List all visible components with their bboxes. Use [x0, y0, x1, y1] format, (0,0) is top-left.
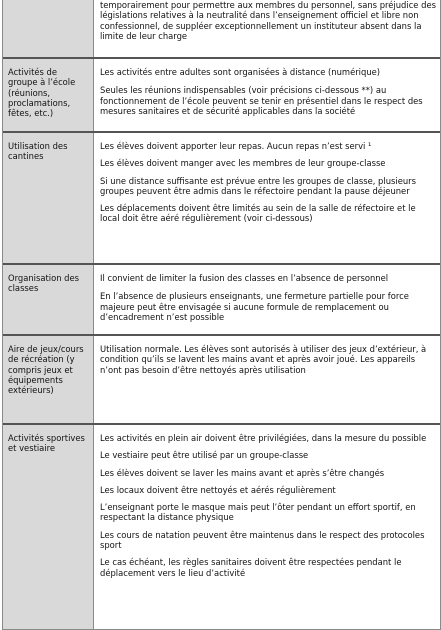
paragraph: Les activités entre adultes sont organisées à distance (numérique): [100, 67, 381, 77]
row-label: [3, 0, 94, 57]
paragraph: temporairement pour permettre aux membres du personnel, sans préjudice des législations relatives à la neutralité dans l’enseignement officiel et libre non confessionnel, de suppléer exceptionnellement un instituteur absent dans la limite de leur charge: [100, 0, 436, 41]
paragraph: Les activités en plein air doivent être privilégiées, dans la mesure du possible: [100, 433, 427, 443]
table-row-canteens: [3, 133, 440, 265]
paragraph: Si une distance suffisante est prévue entre les groupes de classe, plusieurs groupes peuvent être admis dans le réfectoire pendant la pause déjeuner: [100, 175, 416, 196]
measures-table: [2, 0, 441, 630]
row-label: Aire de jeux/cours de récréation (y compris jeux et équipements extérieurs): [3, 336, 94, 423]
paragraph: L’enseignant porte le masque mais peut l’ôter pendant un effort sportif, en respectant la distance physique: [100, 502, 416, 523]
table-row-continuation: [3, 0, 440, 59]
row-content: [94, 336, 440, 423]
paragraph: Les cours de natation peuvent être maintenus dans le respect des protocoles sport: [100, 529, 425, 551]
row-label: Activités de groupe à l’école (réunions, proclamations, fêtes, etc.): [3, 59, 94, 131]
row-label: Activités sportives et vestiaire: [3, 425, 94, 629]
paragraph: Le cas échéant, les règles sanitaires doivent être respectées pendant le déplacement vers le lieu d’activité: [100, 557, 402, 578]
table-row-playground: [3, 336, 440, 425]
row-content: [94, 133, 440, 263]
paragraph: Les locaux doivent être nettoyés et aérés régulièrement: [100, 484, 336, 495]
paragraph: Les déplacements doivent être limités au sein de la salle de réfectoire et le local doit être aéré régulièrement (voir ci-dessous): [100, 203, 416, 224]
row-label: Utilisation des cantines: [3, 133, 94, 263]
paragraph: Seules les réunions indispensables (voir précisions ci-dessous **) au fonctionnement de l’école peuvent se tenir en présentiel dans le respect des mesures sanitaires et de sécurité applicables dans la société: [100, 85, 423, 116]
row-label: Organisation des classes: [3, 265, 94, 334]
paragraph: Les élèves doivent manger avec les membres de leur groupe-classe: [100, 158, 386, 169]
row-content: [94, 0, 440, 57]
row-content: [94, 265, 440, 334]
table-row-sports: [3, 425, 440, 630]
paragraph: Il convient de limiter la fusion des classes en l’absence de personnel: [100, 273, 389, 283]
table-row-classes: [3, 265, 440, 336]
paragraph: En l’absence de plusieurs enseignants, une fermeture partielle pour force majeure peut être envisagée si aucune formule de remplacement ou d’encadrement n’est possible: [100, 291, 409, 322]
row-content: [94, 425, 440, 629]
paragraph: Le vestiaire peut être utilisé par un groupe-classe: [100, 450, 309, 461]
paragraph: Les élèves doivent se laver les mains avant et après s’être changés: [100, 467, 385, 478]
row-content: [94, 59, 440, 131]
paragraph: Utilisation normale. Les élèves sont autorisés à utiliser des jeux d’extérieur, à condition qu’ils se lavent les mains avant et après avoir joué. Les appareils n’ont pas besoin d’être nettoyés après utilisation: [100, 344, 427, 375]
paragraph: Les élèves doivent apporter leur repas. Aucun repas n’est servi ¹: [100, 141, 372, 151]
table-row-group-activities: [3, 59, 440, 133]
